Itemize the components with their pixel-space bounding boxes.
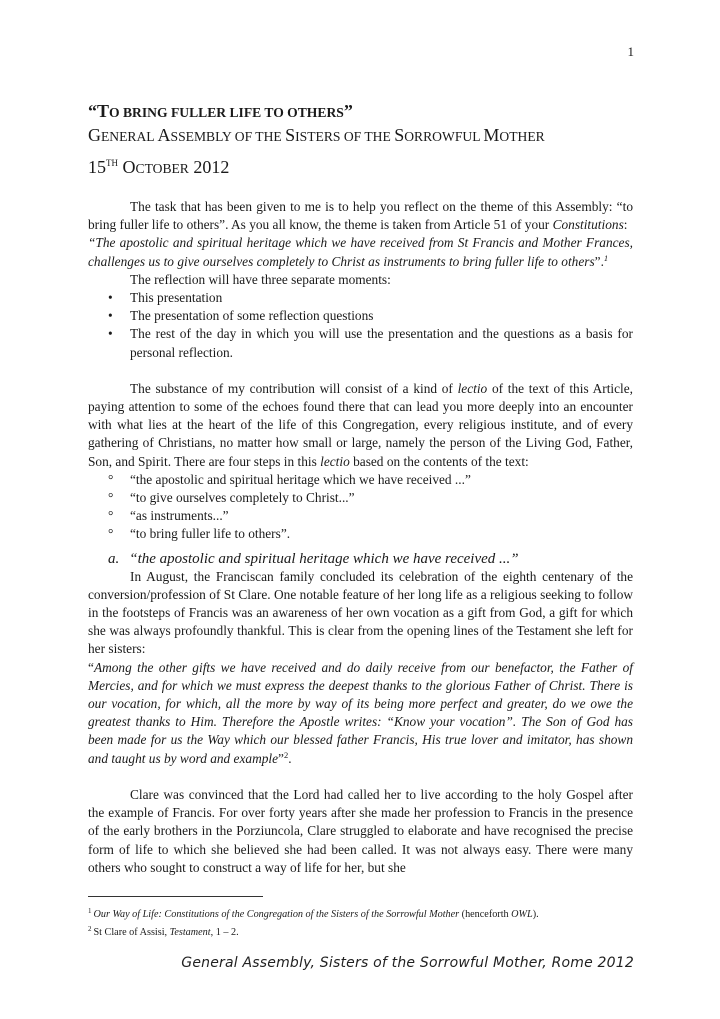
intro-constitutions: Constitutions [552, 217, 624, 233]
quote-end: ”. [594, 253, 604, 269]
sub-cap: G [88, 125, 101, 145]
clare-paragraph: Clare was convinced that the Lord had called her to live according to the holy Gospel after the example of Francis. For over forty years after she made her profession to Francis in the presence of the early brothers in the Porziuncola, Clare struggled to elaborate and have recognised the precise form of life to which she believed she had been called. It was not always easy. There were many others who sought to construct a way of life for her, but she [88, 786, 633, 875]
footnote [88, 904, 633, 922]
page-body [88, 100, 633, 877]
testament-quote-text: Among the other gifts we have received and do daily receive from our benefactor, the Father of Mercies, and for which we must express the deepest thanks to the glorious Father of Christ. There is our vocation, for which, all the more by way of its being more perfect and greater, do we owe the greatest thanks to Him. Therefore the Apostle writes: “Know your vocation”. The Son of God has been made for us the Way which our blessed father Francis, His true lover and imitator, has shown and taught us by word and example [88, 659, 633, 766]
substance-text: based on the contents of the text: [349, 453, 529, 469]
degree-bullet-icon: ° [108, 526, 114, 542]
footnote-text: (henceforth [459, 909, 512, 920]
document-title [88, 100, 633, 124]
sub-cap: S [285, 125, 296, 145]
list-item [88, 289, 633, 307]
list-item [88, 507, 633, 525]
list-item-text: “the apostolic and spiritual heritage which we have received ...” [130, 471, 471, 487]
footnote-text: , 1 – 2. [210, 927, 239, 938]
list-item-text: This presentation [130, 290, 223, 306]
intro-paragraph [88, 198, 633, 234]
footnote-ref-1: 1 [603, 252, 609, 263]
steps-list [88, 471, 633, 544]
list-item-text: The rest of the day in which you will use the presentation and the questions as a basis for personal reflection. [130, 326, 633, 360]
document-date [88, 152, 633, 180]
quote-text: “The apostolic and spiritual heritage which we have received from St Francis and Mother Frances, challenges us to give ourselves completely to Christ as instruments to bring fuller life to others [88, 235, 633, 269]
date-suffix: TH [106, 158, 118, 168]
date-month-sc: CTOBER [135, 161, 189, 176]
title-l1-small: O BRING FULLER LIFE TO OTHERS [109, 105, 344, 120]
testament-quote [88, 659, 633, 768]
section-heading-text: “the apostolic and spiritual heritage which we have received ...” [129, 550, 519, 567]
section-a-heading [88, 550, 633, 568]
footnote-number: 1 [88, 907, 92, 915]
bullet-icon: • [108, 326, 113, 342]
list-item [88, 489, 633, 507]
substance-lectio: lectio [320, 453, 350, 469]
sub-cap: S [394, 125, 405, 145]
page-number: 1 [627, 44, 634, 59]
date-month-cap: O [122, 157, 136, 177]
sub-sc: ENERAL [101, 129, 158, 144]
page-footer: General Assembly, Sisters of the Sorrowful Mother, Rome 2012 [181, 955, 634, 971]
footnote [88, 922, 633, 940]
substance-paragraph [88, 380, 633, 471]
footnote-number: 2 [88, 925, 92, 933]
footnote-text: ). [532, 909, 539, 920]
footnotes [88, 904, 633, 940]
sub-sc: SSEMBLY OF THE [170, 129, 286, 144]
list-item-text: The presentation of some reflection questions [130, 308, 374, 324]
moments-intro: The reflection will have three separate moments: [130, 271, 391, 287]
bullet-icon: • [108, 290, 113, 306]
sub-sc: ISTERS OF THE [295, 129, 395, 144]
date-day: 15 [88, 157, 106, 177]
section-label: a. [108, 550, 120, 567]
list-item [88, 471, 633, 489]
footnote-abbrev: OWL [511, 909, 533, 920]
intro-text: The task that has been given to me is to help you reflect on the theme of this Assembly: “to bring fuller life to others”. As you all know, the theme is taken from Article 51 of your [88, 199, 633, 233]
footnote-divider [88, 896, 263, 897]
list-item-text: “to bring fuller life to others”. [130, 526, 291, 542]
list-item [88, 525, 633, 543]
sub-sc: ORROWFUL [404, 129, 484, 144]
date-year: 2012 [188, 157, 230, 177]
bullet-icon: • [108, 308, 113, 324]
degree-bullet-icon: ° [108, 471, 114, 487]
quote-close: ” [278, 750, 284, 766]
sub-cap: A [157, 125, 171, 145]
footnote-title: Our Way of Life: Constitutions of the Congregation of the Sisters of the Sorrowful Mother [93, 909, 460, 920]
quote-open: “ [88, 659, 94, 675]
document-subtitle [88, 124, 633, 148]
intro-colon: : [623, 217, 628, 233]
list-item-text: “to give ourselves completely to Christ...” [130, 490, 355, 506]
substance-lectio: lectio [457, 380, 488, 396]
footnote-title: Testament [169, 927, 211, 938]
degree-bullet-icon: ° [108, 508, 114, 524]
sub-cap: M [483, 125, 500, 145]
quote-period: . [288, 750, 292, 766]
footnote-ref-2: 2 [283, 749, 289, 760]
substance-text: of the text of this Article, paying attention to some of the echoes found there that can lead you more deeply into an encounter with what lies at the heart of the life of this Congregation, every religious institute, and of every gathering of Christians, no matter how small or large, namely the person of the Living God, Father, Son, and Spirit. There are four steps in this [88, 380, 633, 469]
constitution-quote [88, 234, 633, 270]
section-a-paragraph: In August, the Franciscan family concluded its celebration of the eighth centenary of the conversion/profession of St Clare. One notable feature of her long life as a religious seeking to follow in the footsteps of Francis was an awareness of her own vocation as a gift from God, a gift for which she was always profoundly thankful. This is clear from the opening lines of the Testament she left for her sisters: [88, 568, 633, 657]
sub-sc: OTHER [499, 129, 545, 144]
moments-list [88, 289, 633, 362]
list-item-text: “as instruments...” [130, 508, 229, 524]
footnote-text: St Clare of Assisi, [93, 927, 170, 938]
list-item [88, 325, 633, 361]
substance-text: The substance of my contribution will consist of a kind of [130, 380, 458, 396]
title-l1-end: ” [343, 101, 353, 121]
list-item [88, 307, 633, 325]
title-l1-big: “T [88, 101, 110, 121]
degree-bullet-icon: ° [108, 490, 114, 506]
